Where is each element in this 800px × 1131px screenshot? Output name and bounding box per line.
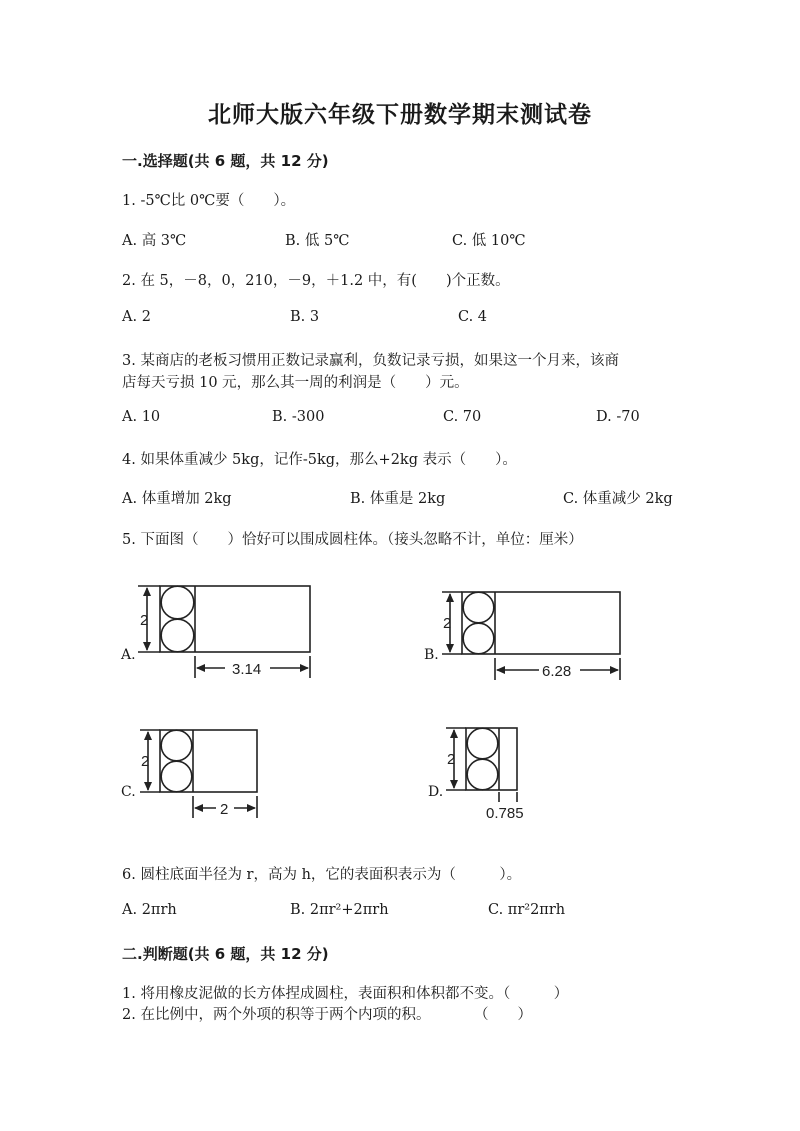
q5-b-height: 2 (443, 615, 452, 632)
question-5: 5. 下面图（ ）恰好可以围成圆柱体。（接头忽略不计，单位：厘米） (122, 532, 583, 548)
question-3-line-2: 店每天亏损 10 元，那么其一周的利润是（ ）元。 (122, 375, 469, 391)
q5-figure-d-label: D. (428, 784, 444, 800)
q4-option-c: C. 体重减少 2kg (563, 491, 673, 507)
q3-option-d: D. -70 (596, 409, 640, 425)
q3-option-b: B. -300 (272, 409, 325, 425)
q5-d-width: 0.785 (486, 805, 524, 822)
q5-figure-b (436, 584, 632, 688)
q5-a-height: 2 (140, 612, 149, 629)
q5-b-width: 6.28 (542, 663, 572, 680)
q3-option-a: A. 10 (122, 409, 161, 425)
question-6: 6. 圆柱底面半径为 r，高为 h，它的表面积表示为（ ）。 (122, 867, 522, 883)
q6-option-b: B. 2πr²+2πrh (290, 902, 389, 918)
section-heading-judgement: 二.判断题(共 6 题，共 12 分) (122, 945, 329, 963)
judgement-1: 1. 将用橡皮泥做的长方体捏成圆柱，表面积和体积都不变。（ ） (122, 986, 569, 1002)
q5-figure-c-label: C. (121, 784, 136, 800)
q5-d-height: 2 (447, 751, 456, 768)
question-2: 2. 在 5，－8，0，210，－9，＋1.2 中，有( )个正数。 (122, 273, 510, 289)
q5-figure-c (134, 722, 264, 826)
section-heading-choice: 一.选择题(共 6 题，共 12 分) (122, 152, 329, 170)
q4-option-b: B. 体重是 2kg (350, 491, 446, 507)
q5-figure-a-label: A. (121, 647, 136, 663)
q6-option-a: A. 2πrh (122, 902, 177, 918)
q2-option-c: C. 4 (458, 309, 488, 325)
q5-c-height: 2 (141, 753, 150, 770)
question-1: 1. -5℃比 0℃要（ ）。 (122, 193, 296, 209)
q6-option-c: C. πr²2πrh (488, 902, 566, 918)
q5-figure-b-label: B. (424, 647, 439, 663)
q2-option-a: A. 2 (122, 309, 151, 325)
q5-a-width: 3.14 (232, 661, 262, 678)
q5-figure-d (440, 720, 540, 824)
q5-c-width: 2 (220, 801, 229, 818)
q1-option-b: B. 低 5℃ (285, 233, 350, 249)
q1-option-c: C. 低 10℃ (452, 233, 526, 249)
q5-figure-a (132, 578, 322, 688)
q2-option-b: B. 3 (290, 309, 320, 325)
q4-option-a: A. 体重增加 2kg (122, 491, 232, 507)
judgement-2: 2. 在比例中，两个外项的积等于两个内项的积。 （ ） (122, 1007, 532, 1023)
q1-option-a: A. 高 3℃ (122, 233, 187, 249)
question-4: 4. 如果体重减少 5kg，记作-5kg，那么+2kg 表示（ ）。 (122, 452, 517, 468)
question-3-line-1: 3. 某商店的老板习惯用正数记录赢利，负数记录亏损，如果这一个月来，该商 (122, 353, 619, 369)
q3-option-c: C. 70 (443, 409, 482, 425)
page-title: 北师大版六年级下册数学期末测试卷 (208, 101, 592, 128)
